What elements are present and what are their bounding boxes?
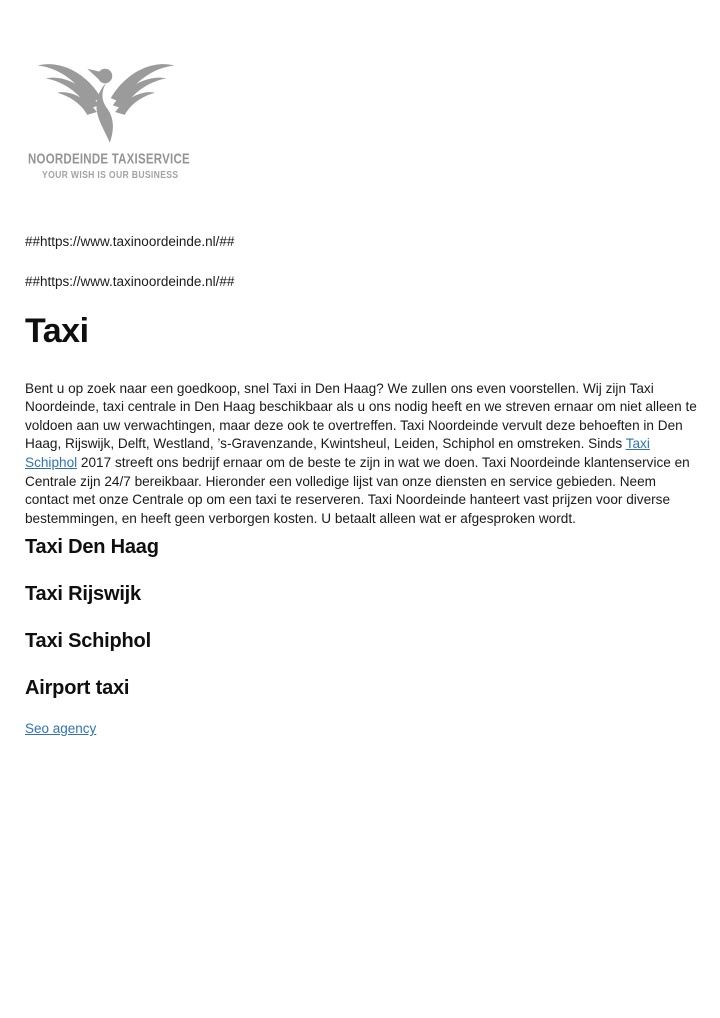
intro-paragraph: [25, 380, 701, 529]
logo-brand-text: NOORDEINDE TAXISERVICE: [28, 150, 190, 167]
page-title: Taxi: [25, 312, 89, 350]
section-heading-airport-taxi: Airport taxi: [25, 677, 130, 699]
taxi-schiphol-link[interactable]: Taxi Schiphol: [25, 436, 650, 470]
intro-text-before-link: Bent u op zoek naar een goedkoop, snel Taxi in Den Haag? We zullen ons even voorstellen. Wij zijn Taxi Noordeinde, taxi centrale in Den Haag beschikbaar als u ons nodig heeft en we streven ernaar om niet alleen te voldoen aan uw verwachtingen, maar deze ook te overtreffen. Taxi Noordeinde vervult deze behoeften in Den Haag, Rijswijk, Delft, Westland, ’s-Gravenzande, Kwintsheul, Leiden, Schiphol en omstreken. Sinds: [25, 380, 697, 452]
seo-agency-link[interactable]: Seo agency: [25, 721, 97, 736]
section-heading-taxi-schiphol: Taxi Schiphol: [25, 630, 151, 652]
company-logo: [28, 52, 218, 181]
footer-link-wrapper: [25, 721, 96, 736]
logo-tagline: YOUR WISH IS OUR BUSINESS: [42, 169, 179, 181]
source-url-line-2: ##https://www.taxinoordeinde.nl/##: [25, 274, 235, 289]
source-url-line-1: ##https://www.taxinoordeinde.nl/##: [25, 234, 235, 249]
phoenix-bird-icon: [32, 52, 180, 148]
section-heading-taxi-den-haag: Taxi Den Haag: [25, 536, 159, 558]
section-heading-taxi-rijswijk: Taxi Rijswijk: [25, 583, 141, 605]
intro-text-after-link: 2017 streeft ons bedrijf ernaar om de beste te zijn in wat we doen. Taxi Noordeinde klantenservice en Centrale zijn 24/7 bereikbaar. Hieronder een volledige lijst van onze diensten en service gebieden. Neem contact met onze Centrale op om een taxi te reserveren. Taxi Noordeinde hanteert vast prijzen voor diverse bestemmingen, en heeft geen verborgen kosten. U betaalt alleen wat er afgesproken wordt.: [25, 454, 690, 526]
